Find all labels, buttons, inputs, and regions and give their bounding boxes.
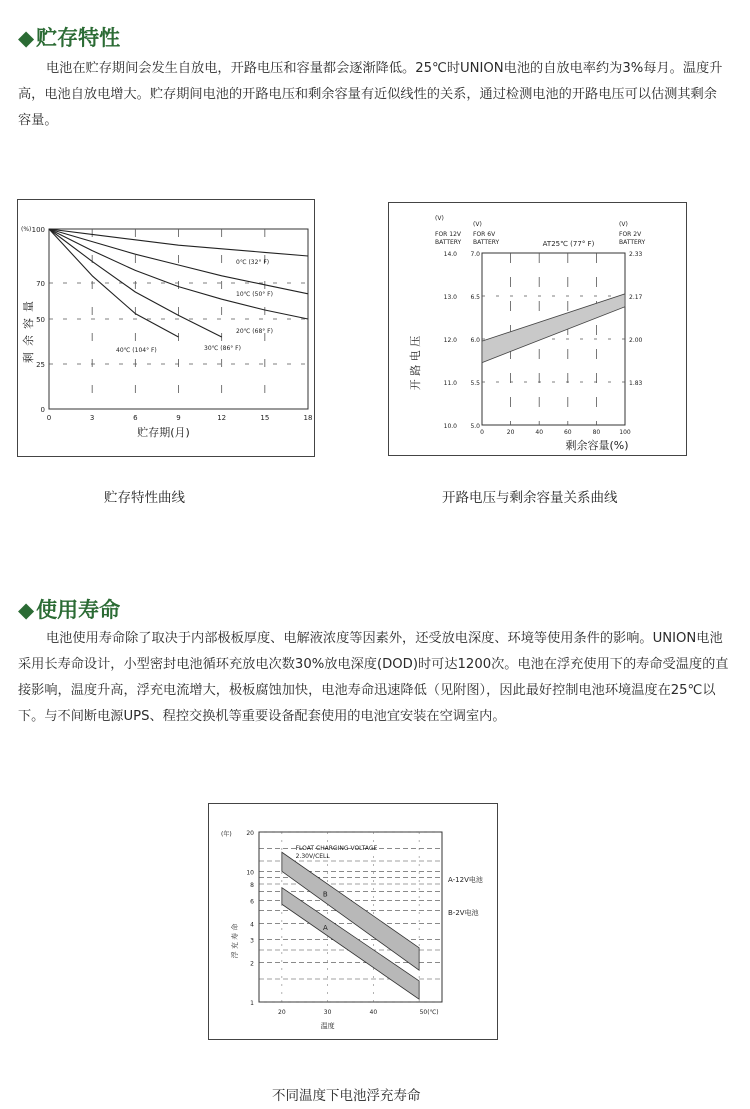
x-tick-label: 40 (369, 1009, 378, 1016)
x-tick-label: 60 (563, 429, 572, 436)
series-label: 0℃ (32° F) (236, 259, 270, 266)
series-label: 40℃ (104° F) (116, 347, 157, 354)
chart-annotation: FLOAT CHARGING VOLTAGE (295, 845, 378, 852)
y-tick-label: 10 (246, 869, 254, 877)
x-tick-label: 6 (133, 414, 138, 422)
series-line (49, 229, 179, 337)
x-axis-title: 剩余容量(%) (565, 439, 629, 452)
y-tick-label: 0 (40, 406, 45, 414)
axis-6v-name: BATTERY (473, 239, 500, 246)
axis-2v-name: BATTERY (619, 239, 646, 246)
series-label: 30℃ (86° F) (204, 345, 241, 352)
x-tick-label: 100 (619, 429, 631, 436)
storage-paragraph: 电池在贮存期间会发生自放电，开路电压和容量都会逐渐降低。25℃时UNION电池的自放电率约为3%每月。温度升高，电池自放电增大。贮存期间电池的开路电压和剩余容量有近似线性的关系，通过检测电池的开路电压可以估测其剩余容量。 (18, 61, 723, 128)
y-tick-label: 1 (250, 1000, 254, 1007)
y-unit-label: (%) (21, 226, 32, 233)
axis-6v-name: FOR 6V (473, 231, 496, 238)
y-tick-label-6v: 6.0 (470, 337, 480, 344)
y-tick-label: 100 (31, 226, 45, 234)
band-label: B (322, 890, 328, 899)
y-tick-label: 50 (36, 316, 45, 324)
float-life-chart-caption: 不同温度下电池浮充寿命 (272, 1088, 421, 1104)
y-tick-label-6v: 7.0 (470, 251, 480, 258)
y-tick-label-2v: 2.33 (629, 251, 643, 258)
x-tick-label: 40 (535, 429, 544, 436)
axis-12v-unit: (V) (435, 215, 444, 222)
x-tick-label: 15 (260, 414, 270, 422)
y-tick-label: 3 (250, 937, 254, 945)
x-axis-title: 贮存期(月) (137, 426, 190, 439)
y-tick-label-6v: 6.5 (470, 294, 480, 301)
x-tick-label: 20 (278, 1009, 286, 1016)
x-tick-label: 0 (480, 429, 484, 436)
storage-section-title: ◆贮存特性 (18, 26, 121, 50)
y-tick-label-2v: 1.83 (629, 380, 643, 387)
y-unit-label: (年) (221, 831, 232, 838)
band-label: A (322, 923, 328, 932)
y-tick-label: 70 (36, 280, 45, 288)
x-tick-label: 80 (592, 429, 601, 436)
y-tick-label-12v: 11.0 (443, 380, 457, 387)
legend-entry: B-2V电池 (448, 909, 479, 917)
y-tick-label-12v: 14.0 (443, 251, 457, 258)
series-line (49, 229, 308, 319)
y-tick-label-12v: 10.0 (443, 423, 457, 430)
x-tick-label: 18 (303, 414, 313, 422)
x-tick-label: 20 (506, 429, 515, 436)
series-label: 10℃ (50° F) (236, 291, 273, 298)
diamond-bullet-icon: ◆ (18, 26, 35, 50)
x-tick-label: 3 (89, 414, 95, 422)
y-tick-label-12v: 13.0 (443, 294, 457, 301)
diamond-bullet-icon: ◆ (18, 598, 35, 622)
float-life-chart (209, 804, 497, 1039)
axis-2v-name: FOR 2V (619, 231, 642, 238)
y-tick-label-2v: 2.17 (629, 294, 643, 301)
y-tick-label: 25 (36, 361, 45, 369)
axis-6v-unit: (V) (473, 221, 482, 228)
axis-12v-name: BATTERY (435, 239, 462, 246)
chart-annotation: AT25℃ (77° F) (542, 240, 595, 248)
axis-12v-name: FOR 12V (435, 231, 461, 238)
storage-chart (18, 200, 314, 456)
y-tick-label-6v: 5.0 (470, 423, 480, 430)
ocv-chart-frame (388, 202, 687, 456)
y-tick-label-12v: 12.0 (443, 337, 457, 344)
series-label: 20℃ (68° F) (236, 328, 273, 335)
storage-chart-caption: 贮存特性曲线 (104, 490, 185, 506)
ocv-chart (389, 203, 686, 455)
x-axis-title: 温度 (320, 1022, 335, 1030)
chart-annotation: 2.30V/CELL (295, 853, 330, 860)
y-axis-title: 开 路 电 压 (409, 335, 422, 391)
ocv-band (482, 294, 625, 363)
ocv-chart-caption: 开路电压与剩余容量关系曲线 (442, 490, 618, 506)
y-axis-title: 浮 充 寿 命 (231, 923, 239, 959)
storage-chart-frame (17, 199, 315, 457)
x-tick-label: 9 (176, 414, 181, 422)
y-axis-title: 剩余容量 (22, 295, 35, 363)
legend-entry: A-12V电池 (448, 876, 483, 884)
y-tick-label: 20 (246, 830, 254, 837)
life-section-title: ◆使用寿命 (18, 598, 121, 622)
y-tick-label: 2 (250, 960, 254, 968)
float-life-chart-frame (208, 803, 498, 1040)
x-tick-label: 30 (323, 1009, 332, 1016)
axis-2v-unit: (V) (619, 221, 628, 228)
x-tick-label: 0 (46, 414, 52, 422)
y-tick-label-2v: 2.00 (629, 337, 643, 344)
x-tick-label: 50(℃) (419, 1009, 439, 1016)
y-tick-label-6v: 5.5 (470, 380, 480, 387)
y-tick-label: 6 (250, 898, 254, 906)
life-paragraph: 电池使用寿命除了取决于内部极板厚度、电解液浓度等因素外，还受放电深度、环境等使用条件的影响。UNION电池采用长寿命设计，小型密封电池循环充放电次数30%放电深度(DOD)时可达1200次。电池在浮充使用下的寿命受温度的直接影响，温度升高，浮充电流增大，极板腐蚀加快，电池寿命迅速降低（见附图），因此最好控制电池环境温度在25℃以下。与不间断电源UPS、程控交换机等重要设备配套使用的电池宜安装在空调室内。 (18, 631, 729, 724)
y-tick-label: 4 (250, 921, 254, 929)
x-tick-label: 12 (217, 414, 227, 422)
y-tick-label: 8 (250, 881, 254, 889)
